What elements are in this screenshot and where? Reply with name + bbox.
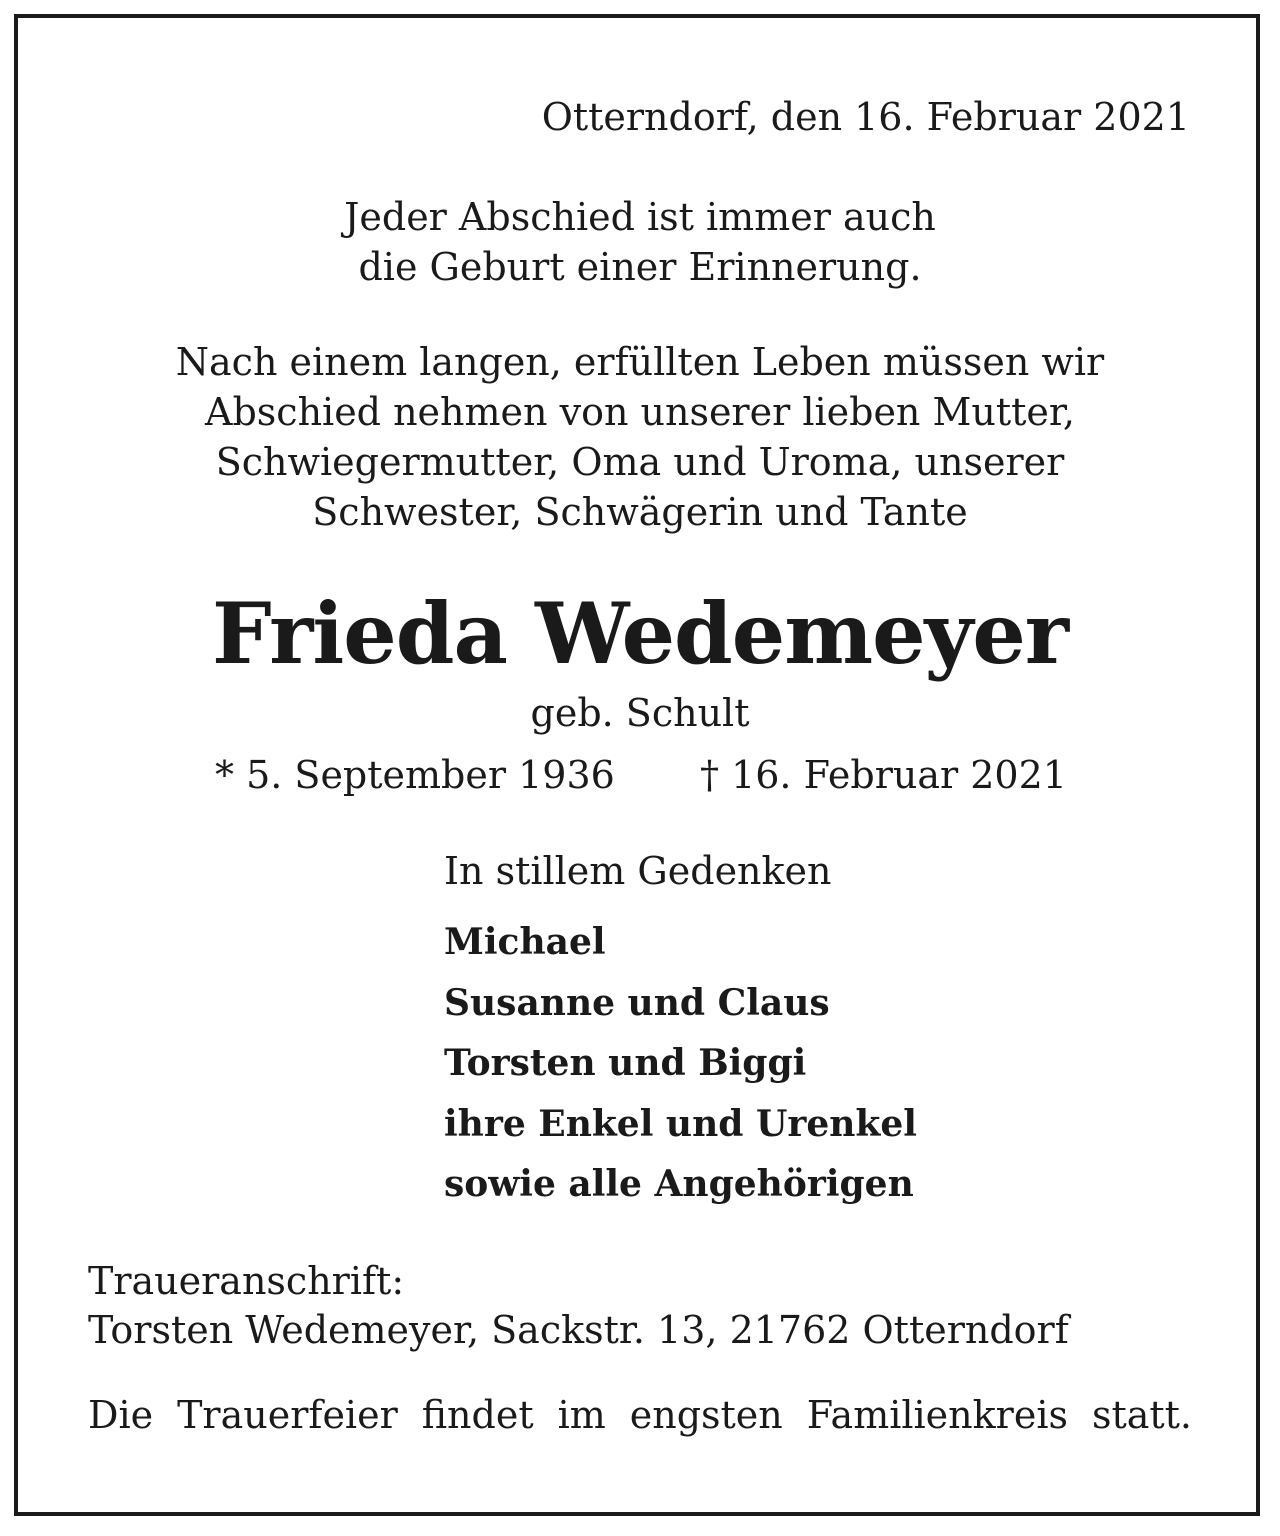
mourner-1: Michael bbox=[444, 921, 606, 963]
closing-note: Die Trauerfeier findet im engsten Familienkreis statt. bbox=[88, 1393, 1192, 1437]
mourner-3: Torsten und Biggi bbox=[444, 1042, 807, 1084]
quote-line-1: Jeder Abschied ist immer auch bbox=[344, 195, 936, 239]
deceased-name: Frieda Wedemeyer bbox=[211, 584, 1069, 683]
address: Torsten Wedemeyer, Sackstr. 13, 21762 Otterndorf bbox=[88, 1308, 1069, 1352]
address-label: Traueranschrift: bbox=[88, 1259, 405, 1303]
maiden-name: geb. Schult bbox=[530, 691, 750, 735]
birth-date: * 5. September 1936 bbox=[215, 753, 615, 797]
intro-line-4: Schwester, Schwägerin und Tante bbox=[312, 490, 968, 534]
intro-line-3: Schwiegermutter, Oma und Uroma, unserer bbox=[215, 440, 1065, 484]
mourner-4: ihre Enkel und Urenkel bbox=[444, 1103, 917, 1145]
death-date: † 16. Februar 2021 bbox=[700, 753, 1067, 797]
place-date: Otterndorf, den 16. Februar 2021 bbox=[541, 95, 1190, 139]
quote-line-2: die Geburt einer Erinnerung. bbox=[358, 245, 922, 289]
memory-line: In stillem Gedenken bbox=[444, 849, 832, 893]
intro-line-2: Abschied nehmen von unserer lieben Mutter, bbox=[205, 390, 1075, 434]
mourner-2: Susanne und Claus bbox=[444, 982, 830, 1024]
mourner-5: sowie alle Angehörigen bbox=[444, 1163, 914, 1205]
intro-line-1: Nach einem langen, erfüllten Leben müssen wir bbox=[175, 340, 1105, 384]
